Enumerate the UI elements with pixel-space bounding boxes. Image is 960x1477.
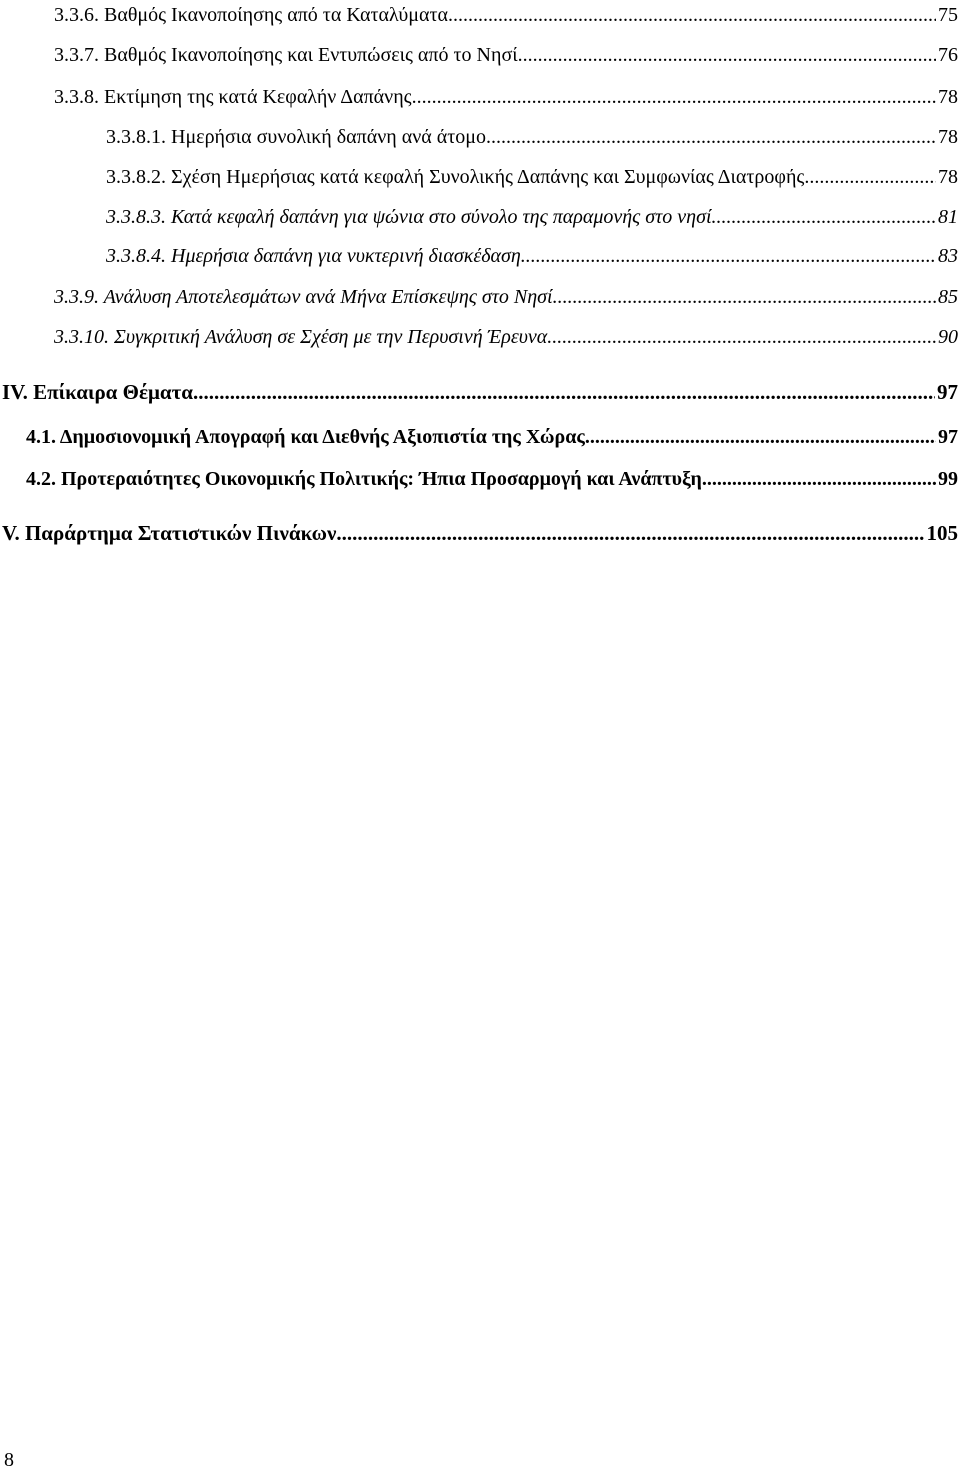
toc-entry-3-3-8-3[interactable] bbox=[106, 204, 958, 230]
toc-entry-4-1[interactable] bbox=[26, 424, 958, 450]
toc-entry-3-3-7[interactable] bbox=[54, 42, 958, 68]
toc-entry-page: 78 bbox=[938, 166, 958, 188]
toc-entry-page: 76 bbox=[938, 44, 958, 66]
toc-entry-label: 3.3.8. Εκτίμηση της κατά Κεφαλήν Δαπάνης bbox=[54, 86, 412, 108]
toc-entry-chapter-iv[interactable] bbox=[2, 379, 958, 405]
toc-leader-dots bbox=[486, 124, 936, 150]
toc-entry-page: 81 bbox=[938, 206, 958, 228]
toc-entry-page: 78 bbox=[938, 126, 958, 148]
toc-leader-dots bbox=[553, 284, 936, 310]
toc-entry-4-2[interactable] bbox=[26, 466, 958, 492]
toc-entry-label: 4.2. Προτεραιότητες Οικονομικής Πολιτικής: Ήπια Προσαρμογή και Ανάπτυξη bbox=[26, 468, 702, 490]
toc-entry-label: 3.3.6. Βαθμός Ικανοποίησης από τα Καταλύματα bbox=[54, 4, 448, 26]
toc-entry-label: 3.3.8.4. Ημερήσια δαπάνη για νυκτερινή διασκέδαση bbox=[106, 245, 521, 267]
toc-leader-dots bbox=[712, 204, 936, 230]
toc-entry-3-3-10[interactable] bbox=[54, 324, 958, 350]
toc-entry-page: 105 bbox=[926, 521, 958, 545]
toc-leader-dots bbox=[193, 379, 935, 405]
toc-entry-3-3-8[interactable] bbox=[54, 84, 958, 110]
toc-entry-page: 99 bbox=[938, 468, 958, 490]
toc-entry-label: 4.1. Δημοσιονομική Απογραφή και Διεθνής Αξιοπιστία της Χώρας bbox=[26, 426, 585, 448]
toc-entry-label: 3.3.7. Βαθμός Ικανοποίησης και Εντυπώσεις από το Νησί bbox=[54, 44, 518, 66]
toc-entry-chapter-v[interactable] bbox=[2, 520, 958, 546]
toc-entry-3-3-8-2[interactable] bbox=[106, 164, 958, 190]
toc-leader-dots bbox=[518, 42, 936, 68]
toc-entry-3-3-8-1[interactable] bbox=[106, 124, 958, 150]
toc-entry-label: 3.3.9. Ανάλυση Αποτελεσμάτων ανά Μήνα Επίσκεψης στο Νησί bbox=[54, 286, 553, 308]
toc-entry-3-3-6[interactable] bbox=[54, 2, 958, 28]
toc-entry-page: 97 bbox=[937, 380, 958, 404]
toc-entry-page: 90 bbox=[938, 326, 958, 348]
toc-entry-label: 3.3.10. Συγκριτική Ανάλυση σε Σχέση με την Περυσινή Έρευνα bbox=[54, 326, 548, 348]
toc-entry-label: IV. Επίκαιρα Θέματα bbox=[2, 380, 193, 404]
toc-entry-page: 78 bbox=[938, 86, 958, 108]
toc-entry-page: 97 bbox=[938, 426, 958, 448]
toc-leader-dots bbox=[336, 520, 924, 546]
toc-entry-3-3-8-4[interactable] bbox=[106, 243, 958, 269]
toc-leader-dots bbox=[412, 84, 936, 110]
toc-leader-dots bbox=[448, 2, 936, 28]
toc-leader-dots bbox=[702, 466, 936, 492]
toc-entry-label: 3.3.8.1. Ημερήσια συνολική δαπάνη ανά άτομο bbox=[106, 126, 486, 148]
toc-entry-page: 83 bbox=[938, 245, 958, 267]
toc-leader-dots bbox=[521, 243, 936, 269]
toc-leader-dots bbox=[804, 164, 936, 190]
toc-entry-page: 85 bbox=[938, 286, 958, 308]
toc-entry-3-3-9[interactable] bbox=[54, 284, 958, 310]
toc-entry-page: 75 bbox=[938, 4, 958, 26]
toc-leader-dots bbox=[585, 424, 936, 450]
toc-entry-label: 3.3.8.2. Σχέση Ημερήσιας κατά κεφαλή Συνολικής Δαπάνης και Συμφωνίας Διατροφής bbox=[106, 166, 805, 188]
toc-entry-label: 3.3.8.3. Κατά κεφαλή δαπάνη για ψώνια στο σύνολο της παραμονής στο νησί bbox=[106, 206, 712, 228]
page-number: 8 bbox=[4, 1449, 14, 1471]
toc-leader-dots bbox=[547, 324, 936, 350]
toc-entry-label: V. Παράρτημα Στατιστικών Πινάκων bbox=[2, 521, 337, 545]
